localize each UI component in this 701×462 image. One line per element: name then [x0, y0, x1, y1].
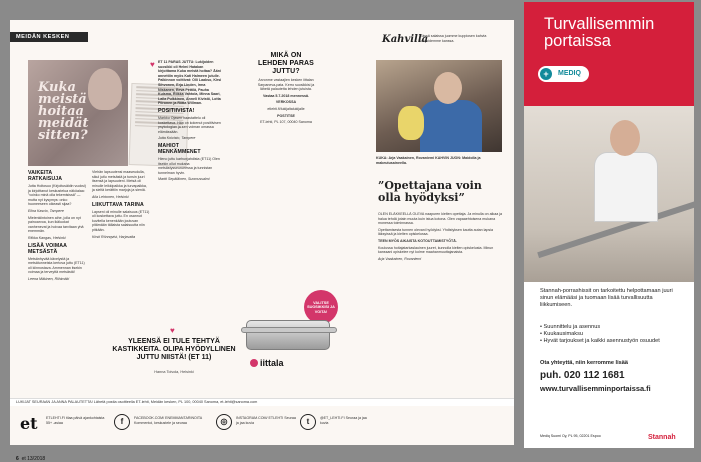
sign-metsa: Leena Mäkinen, Riihimäki: [28, 276, 70, 281]
body-vaikeita: Jutta Holtosuo (Kirjoitusäidin vuoksi) ja kirjoittanut keskustelua näköalaa: ”voinko minä olla tekemisissä” — mutta nyt kysymys: onko huoneeseen oikeasti sijaa?: [28, 184, 86, 207]
article-column: [378, 212, 506, 263]
promo-headline: YLEENSÄ EI TULE TEHTYÄ KASTIKKEITA. OLIPA HYÖDYLLINEN JUTTU NIISTÄ! (ET 11): [112, 338, 236, 361]
heading-vaikeita: VAIKEITA RATKAISUJA: [28, 170, 63, 182]
column-2: [92, 170, 150, 241]
ad-body: Stannah-porrashissit on tarkoitettu helpottamaan juuri sinun elämääsi ja tuomaan lisää turvallisuutta liikkumiseen.: [540, 288, 673, 308]
section-label: MEIDÄN KESKEN: [10, 32, 88, 42]
photo-caption: KUKA: Arja Vaakainen, Rovaniemi KAHVIN JUON: Maidolla ja makeutusaineella.: [376, 156, 481, 165]
sign-mielen: Riikka Kangas, Helsinki: [28, 235, 66, 240]
iittala-logo: iittala: [250, 358, 284, 368]
footer-bar: [10, 398, 514, 406]
heading-liikuttava: LIIKUTTAVA TARINA: [92, 201, 144, 208]
twitter-text[interactable]: @ET_LEHTI.FI Seuraa ja jaa kuvia: [320, 416, 367, 425]
footer-bar-text: LUKIJAT SEURAAN JA ANNA PALAUTETTA! Lähetä postia osoitteella ET-lehti, Meidän kesken, PL 100, 00040 Sanoma, et-lehti@sanoma.com: [16, 400, 258, 404]
body-paras-juttu: Arvonme vastaajien kesken iittalan Sarpaneva-pata. Kerro suosikkisi ja lähetä palautetta lehden jutuista.: [257, 78, 315, 92]
ad-page: [524, 2, 694, 448]
column-3: [150, 60, 222, 184]
heading-paras-juttu: MIKÄ ON LEHDEN PARAS JUTTU?: [258, 52, 314, 75]
sign-col2: Aila Lehtonen, Helsinki: [92, 194, 129, 199]
body-metsa: Metsänhyvää kävelystä ja metsätunneista kertova juttu (ET11) oli kiinnostava. Ammennan itsekin voimaa ja terveyttä metsästä!: [28, 256, 85, 275]
post-address: ET-lehti, PL 107, 00040 Sanoma: [260, 120, 312, 125]
heart-icon: ♥: [150, 60, 155, 69]
ad-bullet-3: • Hyvät tarjoukset ja kaikki asennustyön osuudet: [540, 338, 660, 344]
mediq-badge: + MEDIQ: [538, 66, 589, 82]
body-positiivista: Markku Ojasen haastattelu oli koskettava. Hän on kokenut positiivisen psykologian ja sen voiman omassa elämässään.: [158, 115, 221, 134]
facebook-icon[interactable]: f: [114, 414, 130, 430]
left-page: [10, 20, 514, 462]
sign-positiivista: Jutta Koivisto, Tampere: [158, 136, 196, 141]
plus-icon: +: [540, 68, 552, 80]
heart-icon-2: ♥: [170, 326, 175, 335]
ad-bullet-2: • Kuukausimaksu: [540, 331, 584, 337]
instagram-icon[interactable]: ◎: [216, 414, 232, 430]
heading-positiivista: POSITIIVISTA!: [158, 107, 195, 114]
address-label: VERKOSSA: [275, 100, 297, 105]
body-mahiot: Hieno juttu karhunjahdista (ET11) Olen itsekin ollut mukana metsästysseurueessa ja tunnistan tunnelman hyvin.: [158, 156, 220, 175]
column-1: [28, 170, 86, 284]
post-label: POSTITSE: [277, 113, 295, 118]
deadline: Vastaa 5.7.2018 mennessä.: [263, 93, 309, 98]
ad-photo: [524, 106, 694, 282]
article-sign: Arja Vaakainen, Rovaniemi: [378, 256, 422, 261]
address-link[interactable]: etlehti.fi/lukijaltalukijalle: [267, 106, 305, 111]
ad-title: Turvallisemmin portaissa: [544, 15, 655, 50]
ad-header: [524, 2, 694, 106]
sign-vaikeita: Elina Kasvio, Tampere: [28, 208, 64, 213]
stannah-logo: Stannah: [648, 434, 676, 441]
et-web-text[interactable]: ETLEHTI.FI tilaa päivä ajankohtaista 55+ -asiaa: [46, 416, 105, 425]
coffee-photo: [376, 60, 502, 152]
ad-url[interactable]: www.turvallisemminportaissa.fi: [540, 384, 651, 393]
article-p2: Opettamisesta tunnen olevani hyödyksi. Yhdistyksen kautta autan lapsia läksyissä ja kielten opiskelussa.: [378, 227, 494, 237]
ad-cta: Ota yhteyttä, niin kerromme lisää: [540, 360, 628, 366]
promo-sign: Hanna Toivola, Helsinki: [154, 370, 194, 374]
ad-phone[interactable]: puh. 020 112 1681: [540, 370, 625, 381]
column-4: [256, 52, 316, 127]
facebook-text[interactable]: FACEBOOK.COM/ ENEMMANTARINOITA Kommentoi, keskustele ja seuraa: [134, 416, 202, 425]
ad-bullets: [540, 324, 686, 345]
ad-bullet-1: • Suunnittelu ja asennus: [540, 324, 601, 330]
ad-fine: Mediq Suomi Oy, PL 95, 02201 Espoo: [540, 434, 601, 438]
paras-juttu-intro: ET 11 PARAS JUTTU: Lukijoiden suosikki oli Helmi Hatakan kirjoittama Kuka meistä hoitaa? Ääni annettiin myös Kati Halmeen jutulle. Palkinnon voittivat: Olli Laakso, Kirsi Sihvonen, Erja Linden, Irma Niskanen, Eeva Pettilä, Pauha Kuisma, Riikka Vahtola, Minna Saari, Laila Pulkkinen, Anneli Kivistö, Lotta Piironen ja Riitta Willman.: [158, 60, 222, 106]
heading-metsa: LISÄÄ VOIMAA METSÄSTÄ: [28, 242, 67, 255]
sign-liikuttava: Kirsti Rönnqvist, Harjavalta: [92, 234, 136, 239]
kahvilla-title: Kahvilla: [382, 34, 429, 45]
pull-quote: ”Opettajana voin olla hyödyksi”: [378, 179, 482, 204]
kahvilla-caption: Tässä salaissa juomme kuppiosen kahvia lukijoidemme kanssa.: [420, 34, 487, 43]
pan-image: [246, 320, 330, 350]
promo-badge: VALITSE SUOSIKKISI JA VOITA!: [304, 290, 338, 324]
article-p1: OLEN ELÄKKEELLÄ OLEVA naapuren kielten opettaja. Ja minulla on aikaa ja halua tehdä jotain muuta kuin istua kotona. Olen vapaaehtoisena mukana monessa toiminnassa.: [378, 212, 502, 226]
cover-text: Kuka meistä hoitaa meidät sitten?: [38, 80, 89, 143]
instagram-text[interactable]: INSTAGRAM.COM/ ETLEHTI Seuraa ja jaa kuvia: [236, 416, 296, 425]
page-number: 6 et 13/2018: [16, 456, 46, 462]
et-logo: et: [20, 414, 38, 433]
twitter-icon[interactable]: t: [300, 414, 316, 430]
article-heading: TEEN MYÖS AIKAISTA KOTOUTTAMISTYÖTÄ.: [378, 238, 457, 243]
heading-mahiot: MAHIOT MENKÄMMENET: [158, 142, 201, 155]
body-col2: Viehän lapsuutensi maaseudulla, sikul jutlu metsästä ja tunsin juuri itsensä ja lapsuuteni. Metsä oli minulle leikkipaikka ja turvapaikka, ja sieltä kerättiin marjoja ja sieniä.: [92, 170, 147, 193]
sign-mahiot: Martti Sepäläinen, Suomussalmi: [158, 177, 210, 182]
body-mielen: Mielenkiintoinen aihe, jolla on nyt painoarvoa, kun ikäluokat vanhenevat ja hoivaa tarvitaan yhä enemmän.: [28, 215, 84, 234]
body-liikuttava: Lapseni oli minulle salaisuus (ET11) oli koskettava juttu. En osannut kuvitella kenenkään joutuvan pitämään tällaista salaisuutta niin pitkään.: [92, 209, 150, 232]
article-p3: Koulussa hoitajatarkaslauinen juuret, kunnolla kielten opiskelusta. Minun kanssani opiskelee nyt kolme maahanmuuttajanaista.: [378, 245, 494, 255]
cover-image: [28, 60, 128, 166]
